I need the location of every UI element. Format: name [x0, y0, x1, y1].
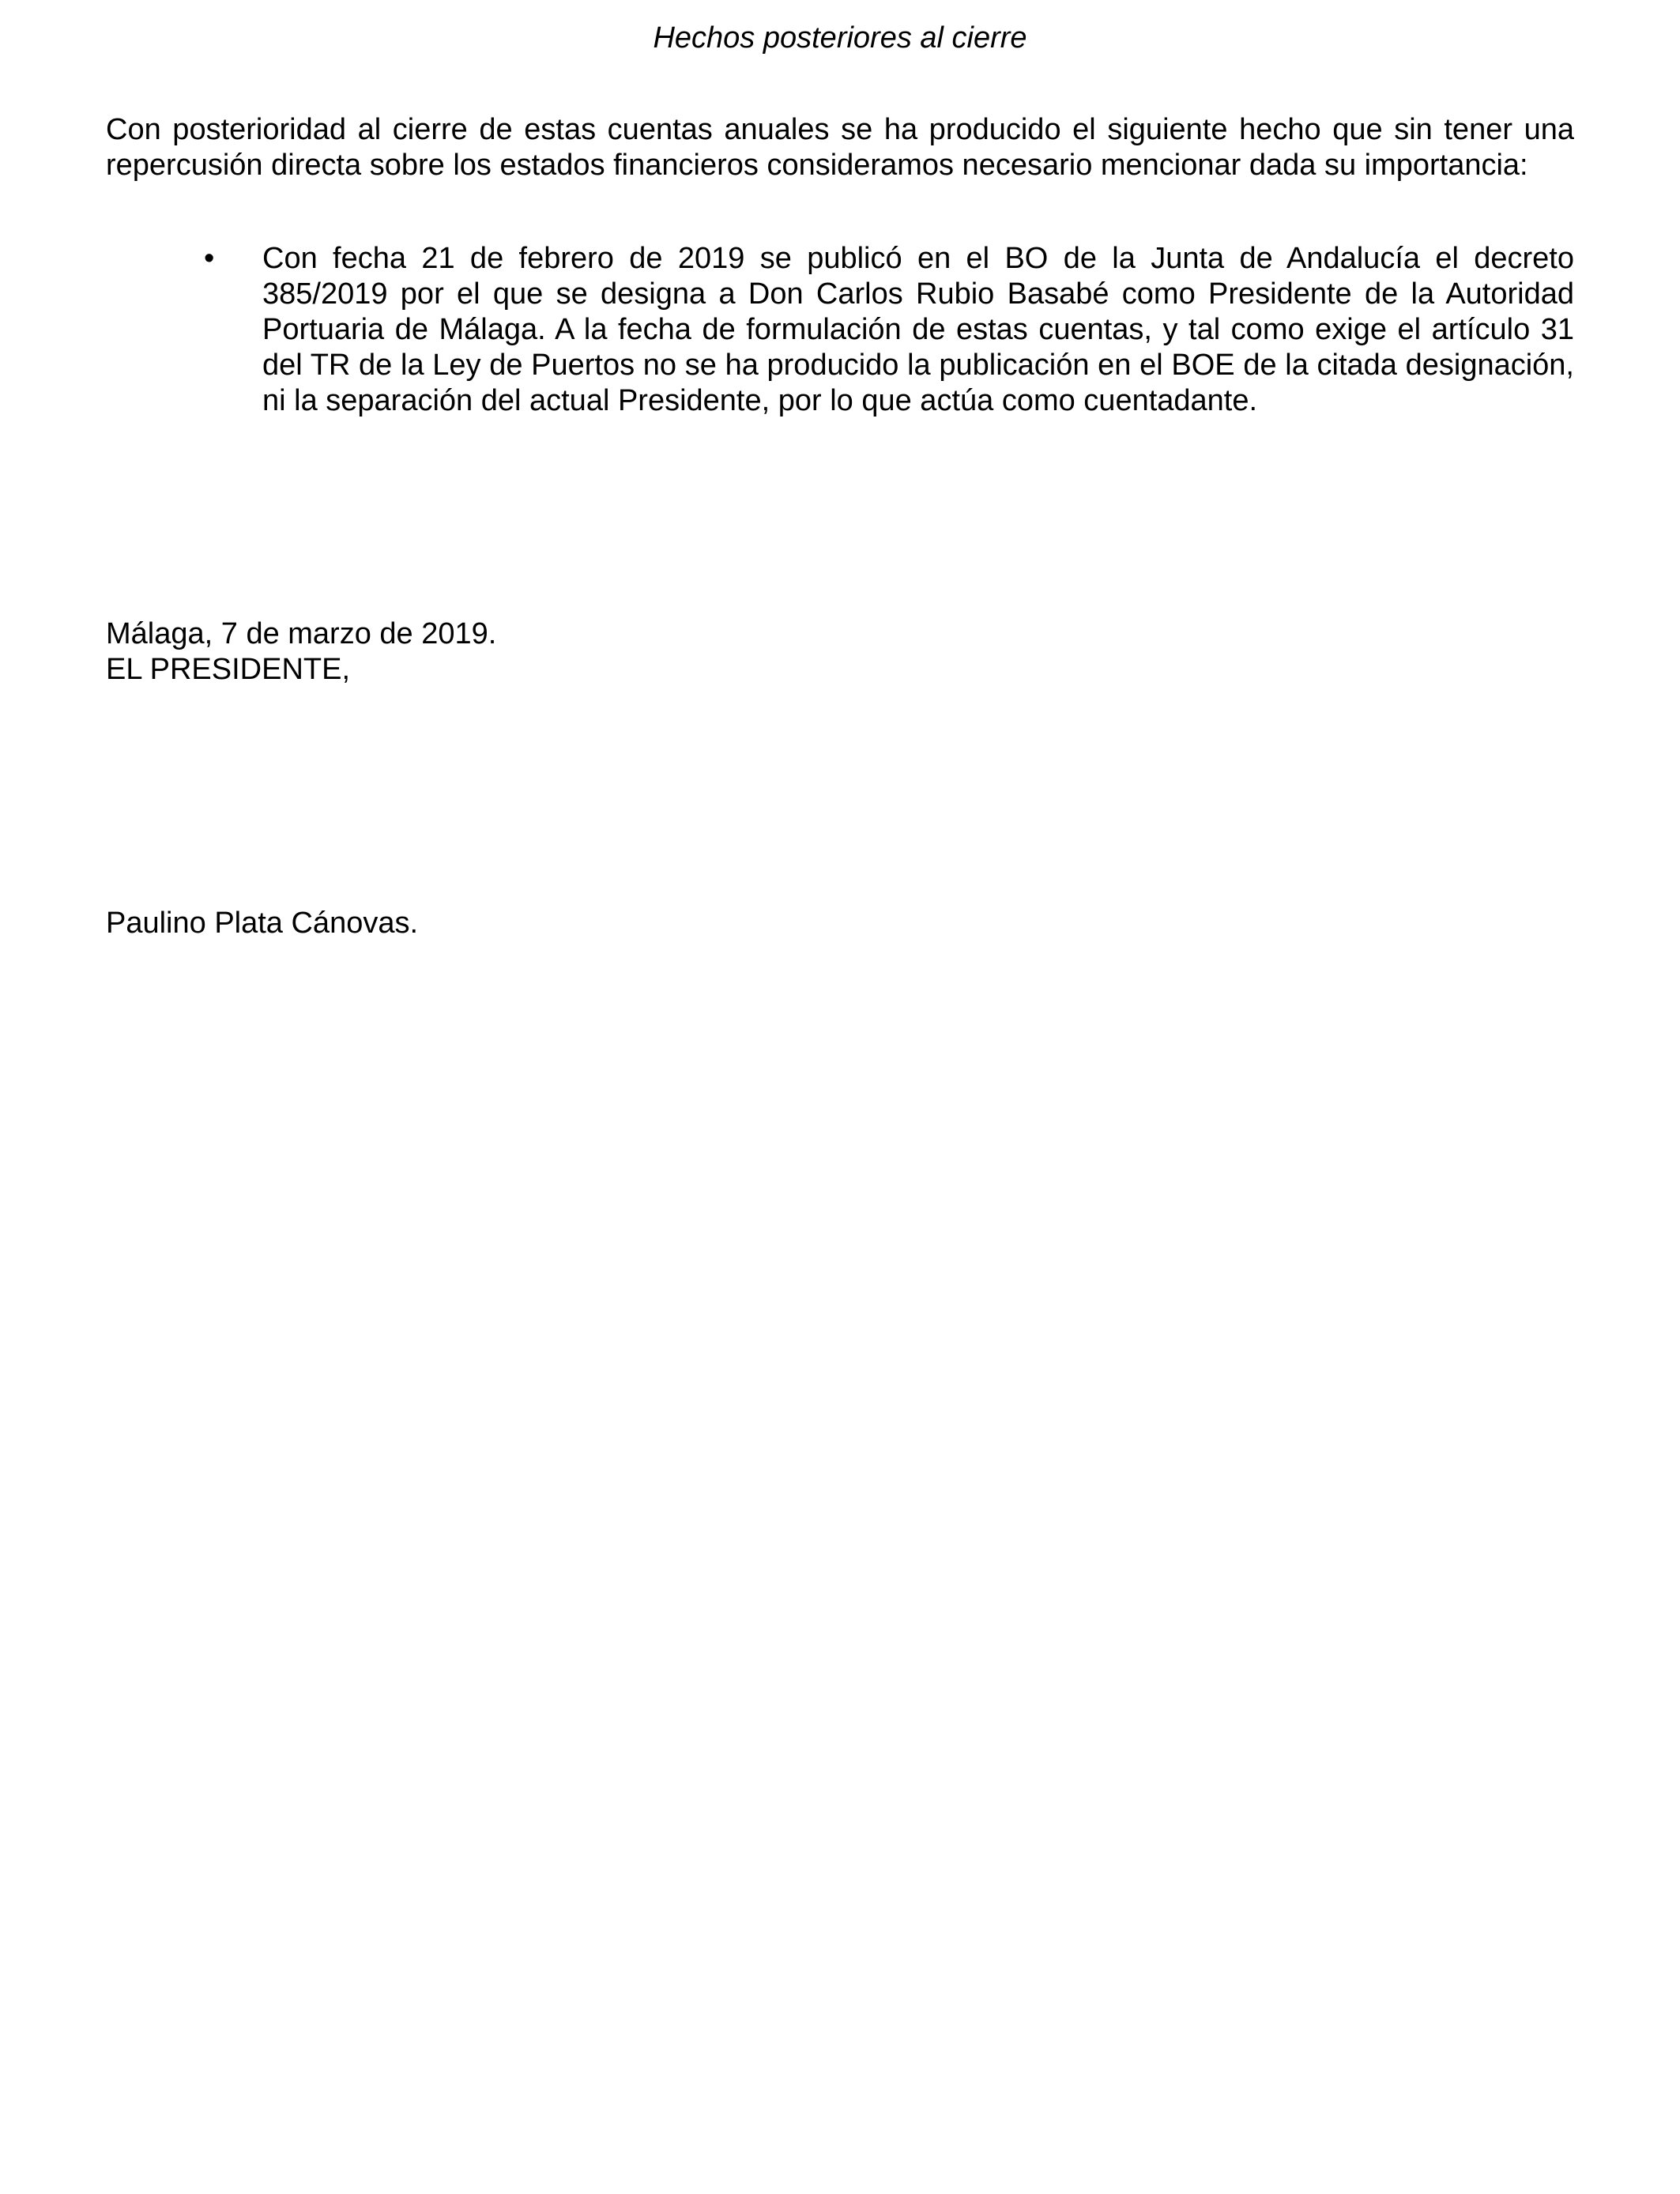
list-item-text: Con fecha 21 de febrero de 2019 se publicó en el BO de la Junta de Andalucía el decreto 385/2019 por el que se designa a Don Carlos Rubio Basabé como Presidente de la Autoridad Portuaria de Málaga. A la fecha de formulación de estas cuentas, y tal como exige el artículo 31 del TR de la Ley de Puertos no se ha producido la publicación en el BOE de la citada designación, ni la separación del actual Presidente, por lo que actúa como cuentadante.	[262, 242, 1574, 417]
list-item	[204, 241, 1574, 419]
subsequent-events-list	[204, 241, 1574, 419]
section-heading: Hechos posteriores al cierre	[653, 21, 1027, 55]
place-and-date: Málaga, 7 de marzo de 2019.	[106, 617, 497, 650]
bullet-icon: •	[204, 242, 215, 275]
signer-title: EL PRESIDENTE,	[106, 653, 351, 686]
signer-name: Paulino Plata Cánovas.	[106, 907, 419, 940]
intro-paragraph: Con posterioridad al cierre de estas cuentas anuales se ha producido el siguiente hecho que sin tener una repercusión directa sobre los estados financieros consideramos necesario mencionar dada su importancia:	[106, 113, 1574, 182]
